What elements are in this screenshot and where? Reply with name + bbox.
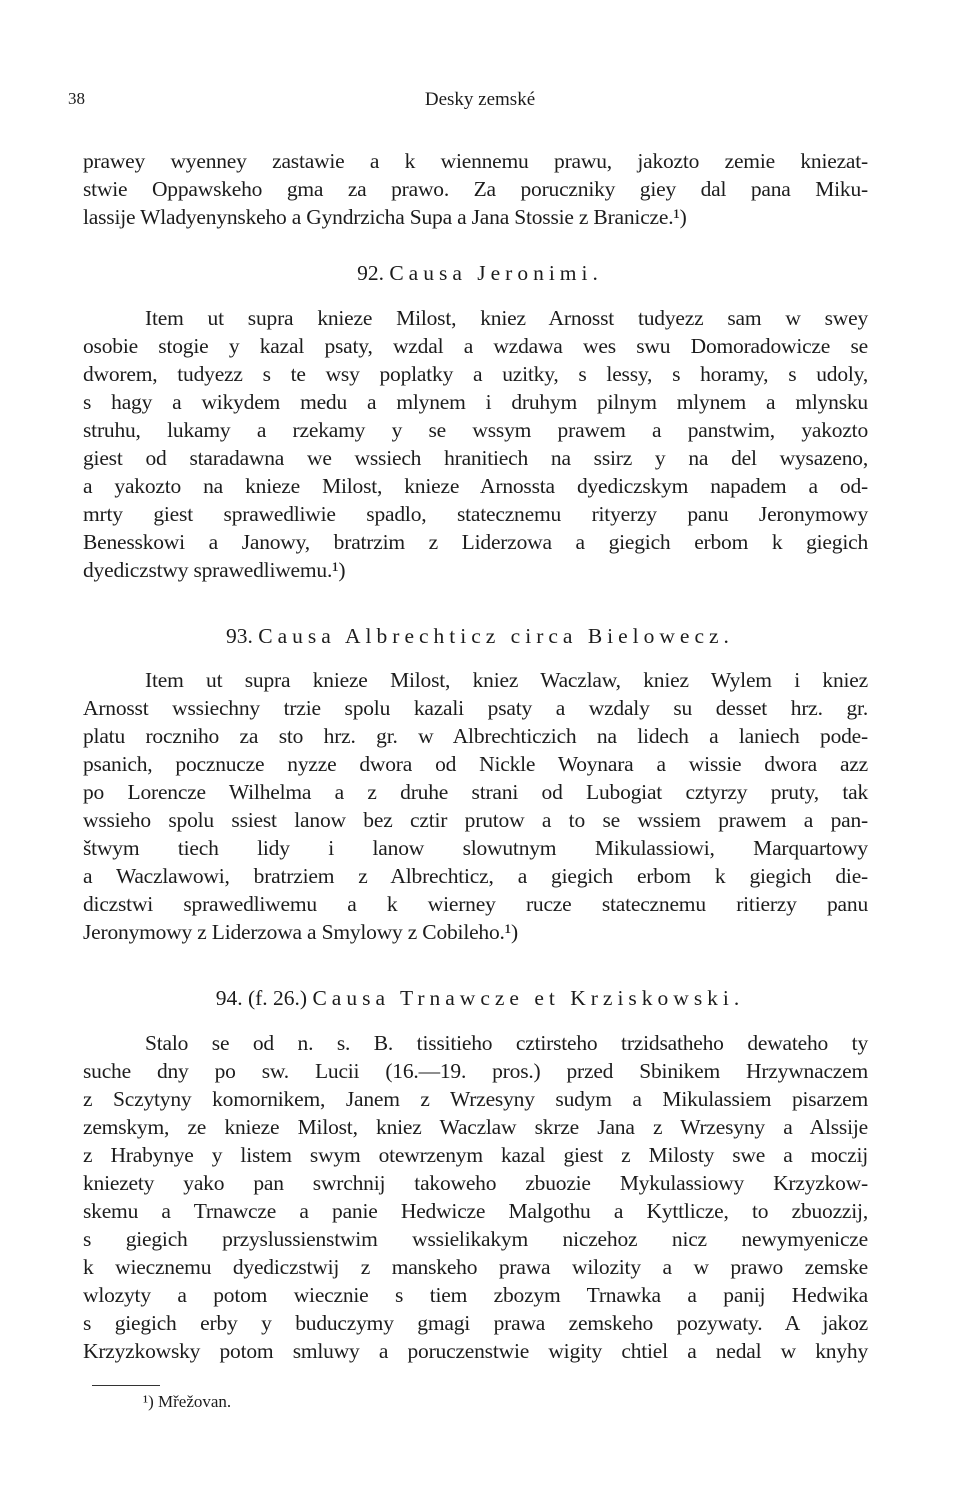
text-line: k wiecznemu dyediczstwij z manskeho prawa wilozity a w prawo zemske [83,1255,868,1279]
text-line: Stalo se od n. s. B. tissitieho cztirsteho trzidsatheho dewateho ty [145,1031,868,1055]
text-line: wssieho spolu ssiest lanow bez cztir prutow a to se wssiem prawem a pan- [83,808,868,832]
text-line: s hagy a wikydem medu a mlynem i druhym pilnym mlynem a mlynsku [83,390,868,414]
text-line: struhu, lukamy a rzekamy y se wssym prawem a panstwim, yakozto [83,418,868,442]
text-line: Krzyzkowsky potom smluwy a poruczenstwie wigity chtiel a nedal w knyhy [83,1339,868,1363]
footnote-rule [92,1385,160,1386]
text-line: lassije Wladyenynskeho a Gyndrzicha Supa a Jana Stossie z Branicze.¹) [83,205,687,229]
text-line: skemu a Trnawcze a panie Hedwicze Malgothu a Kyttlicze, to zbuozzij, [83,1199,868,1223]
footnote-marker: ¹) [143,1392,154,1411]
text-line: dworem, tudyezz s te wsy poplatky a uzitky, s lessy, s horamy, s udoly, [83,362,868,386]
page-number: 38 [68,89,85,108]
section-heading-92 [0,259,960,287]
text-line: Benesskowi a Janowy, bratrzim z Liderzowa a giegich erbom k giegich [83,530,868,554]
text-line: stwie Oppawskeho gma za prawo. Za poruczniky giey dal pana Miku- [83,177,868,201]
heading-number: 93. [226,624,253,648]
text-line: z Sczytyny komornikem, Janem z Wrzesyny sudym a Mikulassiem pisarzem [83,1087,868,1111]
text-line: z Hrabynye y listem swym otewrzenym kazal giest z Milosty swe a moczij [83,1143,868,1167]
heading-title: Causa Trnawcze et Krziskowski. [312,986,745,1010]
text-line: s giegich przyslussienstwim wssielikakym niczehoz nicz newymyenicze [83,1227,868,1251]
text-line: a Waczlawowi, bratrziem z Albrechticz, a giegich erbom k giegich die- [83,864,868,888]
section-heading-94 [0,984,960,1012]
text-line: psanich, pocznucze nyzze dwora od Nickle Woynara a wissie dwora azz [83,752,868,776]
heading-number: 92. [357,261,384,285]
heading-title: Causa Albrechticz circa Bielowecz. [258,624,734,648]
text-line: kniezety yako pan swrchnij takoweho zbuozie Mykulassiowy Krzyzkow- [83,1171,868,1195]
text-line: a yakozto na knieze Milost, knieze Arnossta dyediczskym napadem a od- [83,474,868,498]
text-line: osobie stogie y kazal psaty, wzdal a wzdawa wes swu Domoradowicze se [83,334,868,358]
text-line: Jeronymowy z Liderzowa a Smylowy z Cobileho.¹) [83,920,518,944]
heading-title: Causa Jeronimi. [389,261,603,285]
text-line: s giegich erby y buduczymy gmagi prawa zemskeho pozywaty. A jakoz [83,1311,868,1335]
section-heading-93 [0,622,960,650]
text-line: Item ut supra knieze Milost, kniez Waczlaw, kniez Wylem i kniez [145,668,868,692]
text-line: suche dny po sw. Lucii (16.—19. pros.) przed Sbinikem Hrzywnaczem [83,1059,868,1083]
text-line: po Lorencze Wilhelma a z druhe strani od Lubogiat cztyrzy pruty, tak [83,780,868,804]
text-line: platu roczniho za sto hrz. gr. w Albrechticzich na lidech a laniech pode- [83,724,868,748]
text-line: giest od staradawna we wssiech hranitiech na ssirz y na del wysazeno, [83,446,868,470]
text-line: wlozyty a potom wiecznie s tiem zbozym Trnawka a panij Hedwika [83,1283,868,1307]
footnote-text: Mřežovan. [158,1392,232,1411]
heading-folio: (f. 26.) [247,986,308,1010]
text-line: Item ut supra knieze Milost, kniez Arnosst tudyezz sam w swey [145,306,868,330]
text-line: prawey wyenney zastawie a k wiennemu prawu, jakozto zemie kniezat- [83,149,868,173]
footnote [143,1392,231,1412]
text-line: Arnosst wssiechny trzie spolu kazali psaty a wzdaly su desset hrz. gr. [83,696,868,720]
text-line: zemskym, ze knieze Milost, kniez Waczlaw skrze Jana z Wrzesyny a Alssije [83,1115,868,1139]
text-line: mrty giest sprawedliwie spadlo, statecznemu rityerzy panu Jeronymowy [83,502,868,526]
text-line: dyediczstwy sprawedliwemu.¹) [83,558,346,582]
text-line: diczstwi sprawedliwemu a k wierney rucze statecznemu ritierzy panu [83,892,868,916]
running-title: Desky zemské [424,89,536,110]
text-line: štwym tiech lidy i lanow slowutnym Mikulassiowi, Marquartowy [83,836,868,860]
heading-number: 94. [215,986,243,1010]
